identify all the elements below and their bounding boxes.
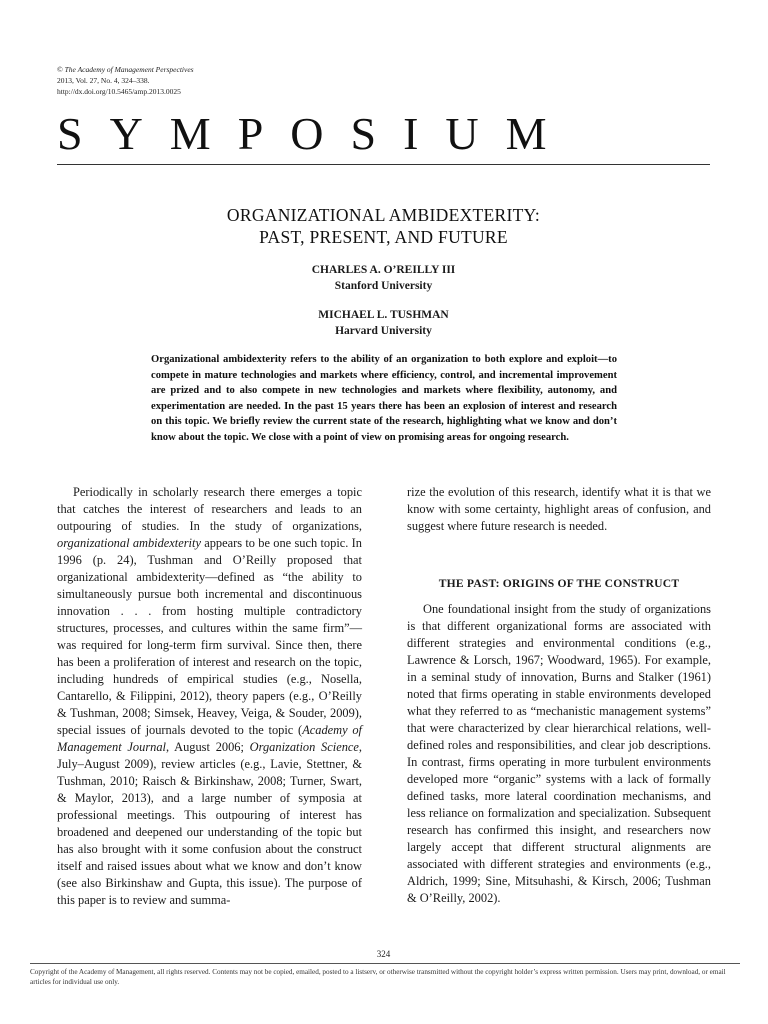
author-block-1 — [57, 262, 710, 294]
author-name: MICHAEL L. TUSHMAN — [318, 309, 449, 321]
intro-paragraph: Periodically in scholarly research there emerges a topic that catches the interest of researchers and leads to an outpouring of studies. In the study of organizations, organizational ambidexterity appears to be one such topic. In 1996 (p. 24), Tushman and O’Reilly proposed that organizational ambidexterity—defined as “the ability to simultaneously pursue both incremental and discontinuous innovation . . . from hosting multiple contradictory structures, processes, and cultures within the same firm”—was required for long-term firm survival. Since then, there has been a proliferation of interest and research on the topic, including hundreds of empirical studies (e.g., Nosella, Cantarello, & Filippini, 2012), theory papers (e.g., O’Reilly & Tushman, 2008; Simsek, Heavey, Veiga, & Souder, 2009), special issues of journals devoted to the topic (Academy of Management Journal, August 2006; Organization Science, July–August 2009), review articles (e.g., Lavie, Stettner, & Tushman, 2010; Raisch & Birkinshaw, 2008; Turner, Swart, & Maylor, 2013), and a large number of symposia at professional meetings. This outpouring of interest has broadened and deepened our understanding of the topic but has also brought with it some confusion about the construct itself and raised issues about what we know and don’t know (see also Birkinshaw and Gupta, this issue). The purpose of this paper is to review and summa- — [57, 485, 362, 907]
author-affiliation: Stanford University — [334, 280, 433, 292]
doi-link[interactable]: http://dx.doi.org/10.5465/amp.2013.0025 — [57, 87, 181, 96]
page-number: 324 — [376, 949, 391, 959]
author-affiliation: Harvard University — [335, 325, 432, 337]
section-banner: SYMPOSIUM — [57, 108, 574, 159]
left-column — [57, 484, 362, 909]
header-divider — [57, 164, 710, 165]
copyright-notice: Copyright of the Academy of Management, all rights reserved. Contents may not be copied, emailed, posted to a listserv, or otherwise transmitted without the copyright holder’s express written permission. Users may print, download, or email articles for individual use only. — [30, 968, 726, 986]
section-heading-past: THE PAST: ORIGINS OF THE CONSTRUCT — [438, 577, 680, 590]
volume-info: 2013, Vol. 27, No. 4, 324–338. — [57, 76, 150, 85]
title-line-2: PAST, PRESENT, AND FUTURE — [259, 227, 508, 247]
journal-masthead — [57, 64, 194, 97]
footer-divider — [30, 963, 740, 964]
abstract: Organizational ambidexterity refers to the ability of an organization to both explore and exploit—to compete in mature technologies and markets where efficiency, control, and incremental improvement are prized and to also compete in new technologies and markets where flexibility, autonomy, and experimentation are needed. In the past 15 years there has been an explosion of interest and research on this topic. We briefly review the current state of the research, highlighting what we know and don’t know about the topic. We close with a point of view on promising areas for ongoing research. — [151, 354, 617, 443]
author-name: CHARLES A. O’REILLY III — [311, 264, 456, 276]
author-block-2 — [57, 307, 710, 339]
past-paragraph: One foundational insight from the study of organizations is that different organizational forms are associated with different strategies and environmental conditions (e.g., Lawrence & Lorsch, 1967; Woodward, 1965). For example, in a seminal study of innovation, Burns and Stalker (1961) noted that firms operating in stable environments developed what they referred to as “mechanistic management systems” that were characterized by clear hierarchical relations, well-defined roles and responsibilities, and clear job descriptions. In contrast, firms operating in more turbulent environments developed more “organic” systems with a lack of formally defined tasks, more lateral coordination mechanisms, and less reliance on formalization and specialization. Subsequent research has confirmed this insight, and researchers now largely accept that different structural alignments are associated with different strategies and environments (e.g., Aldrich, 1999; Sine, Mitsuhashi, & Kirsch, 2006; Tushman & O’Reilly, 2002). — [407, 602, 711, 905]
title-line-1: ORGANIZATIONAL AMBIDEXTERITY: — [226, 205, 541, 225]
right-column — [407, 484, 711, 907]
journal-name: © The Academy of Management Perspectives — [57, 65, 194, 74]
article-title — [57, 204, 710, 248]
intro-continuation: rize the evolution of this research, identify what it is that we know with some certainty, highlight areas of confusion, and suggest where future research is needed. — [407, 485, 711, 533]
